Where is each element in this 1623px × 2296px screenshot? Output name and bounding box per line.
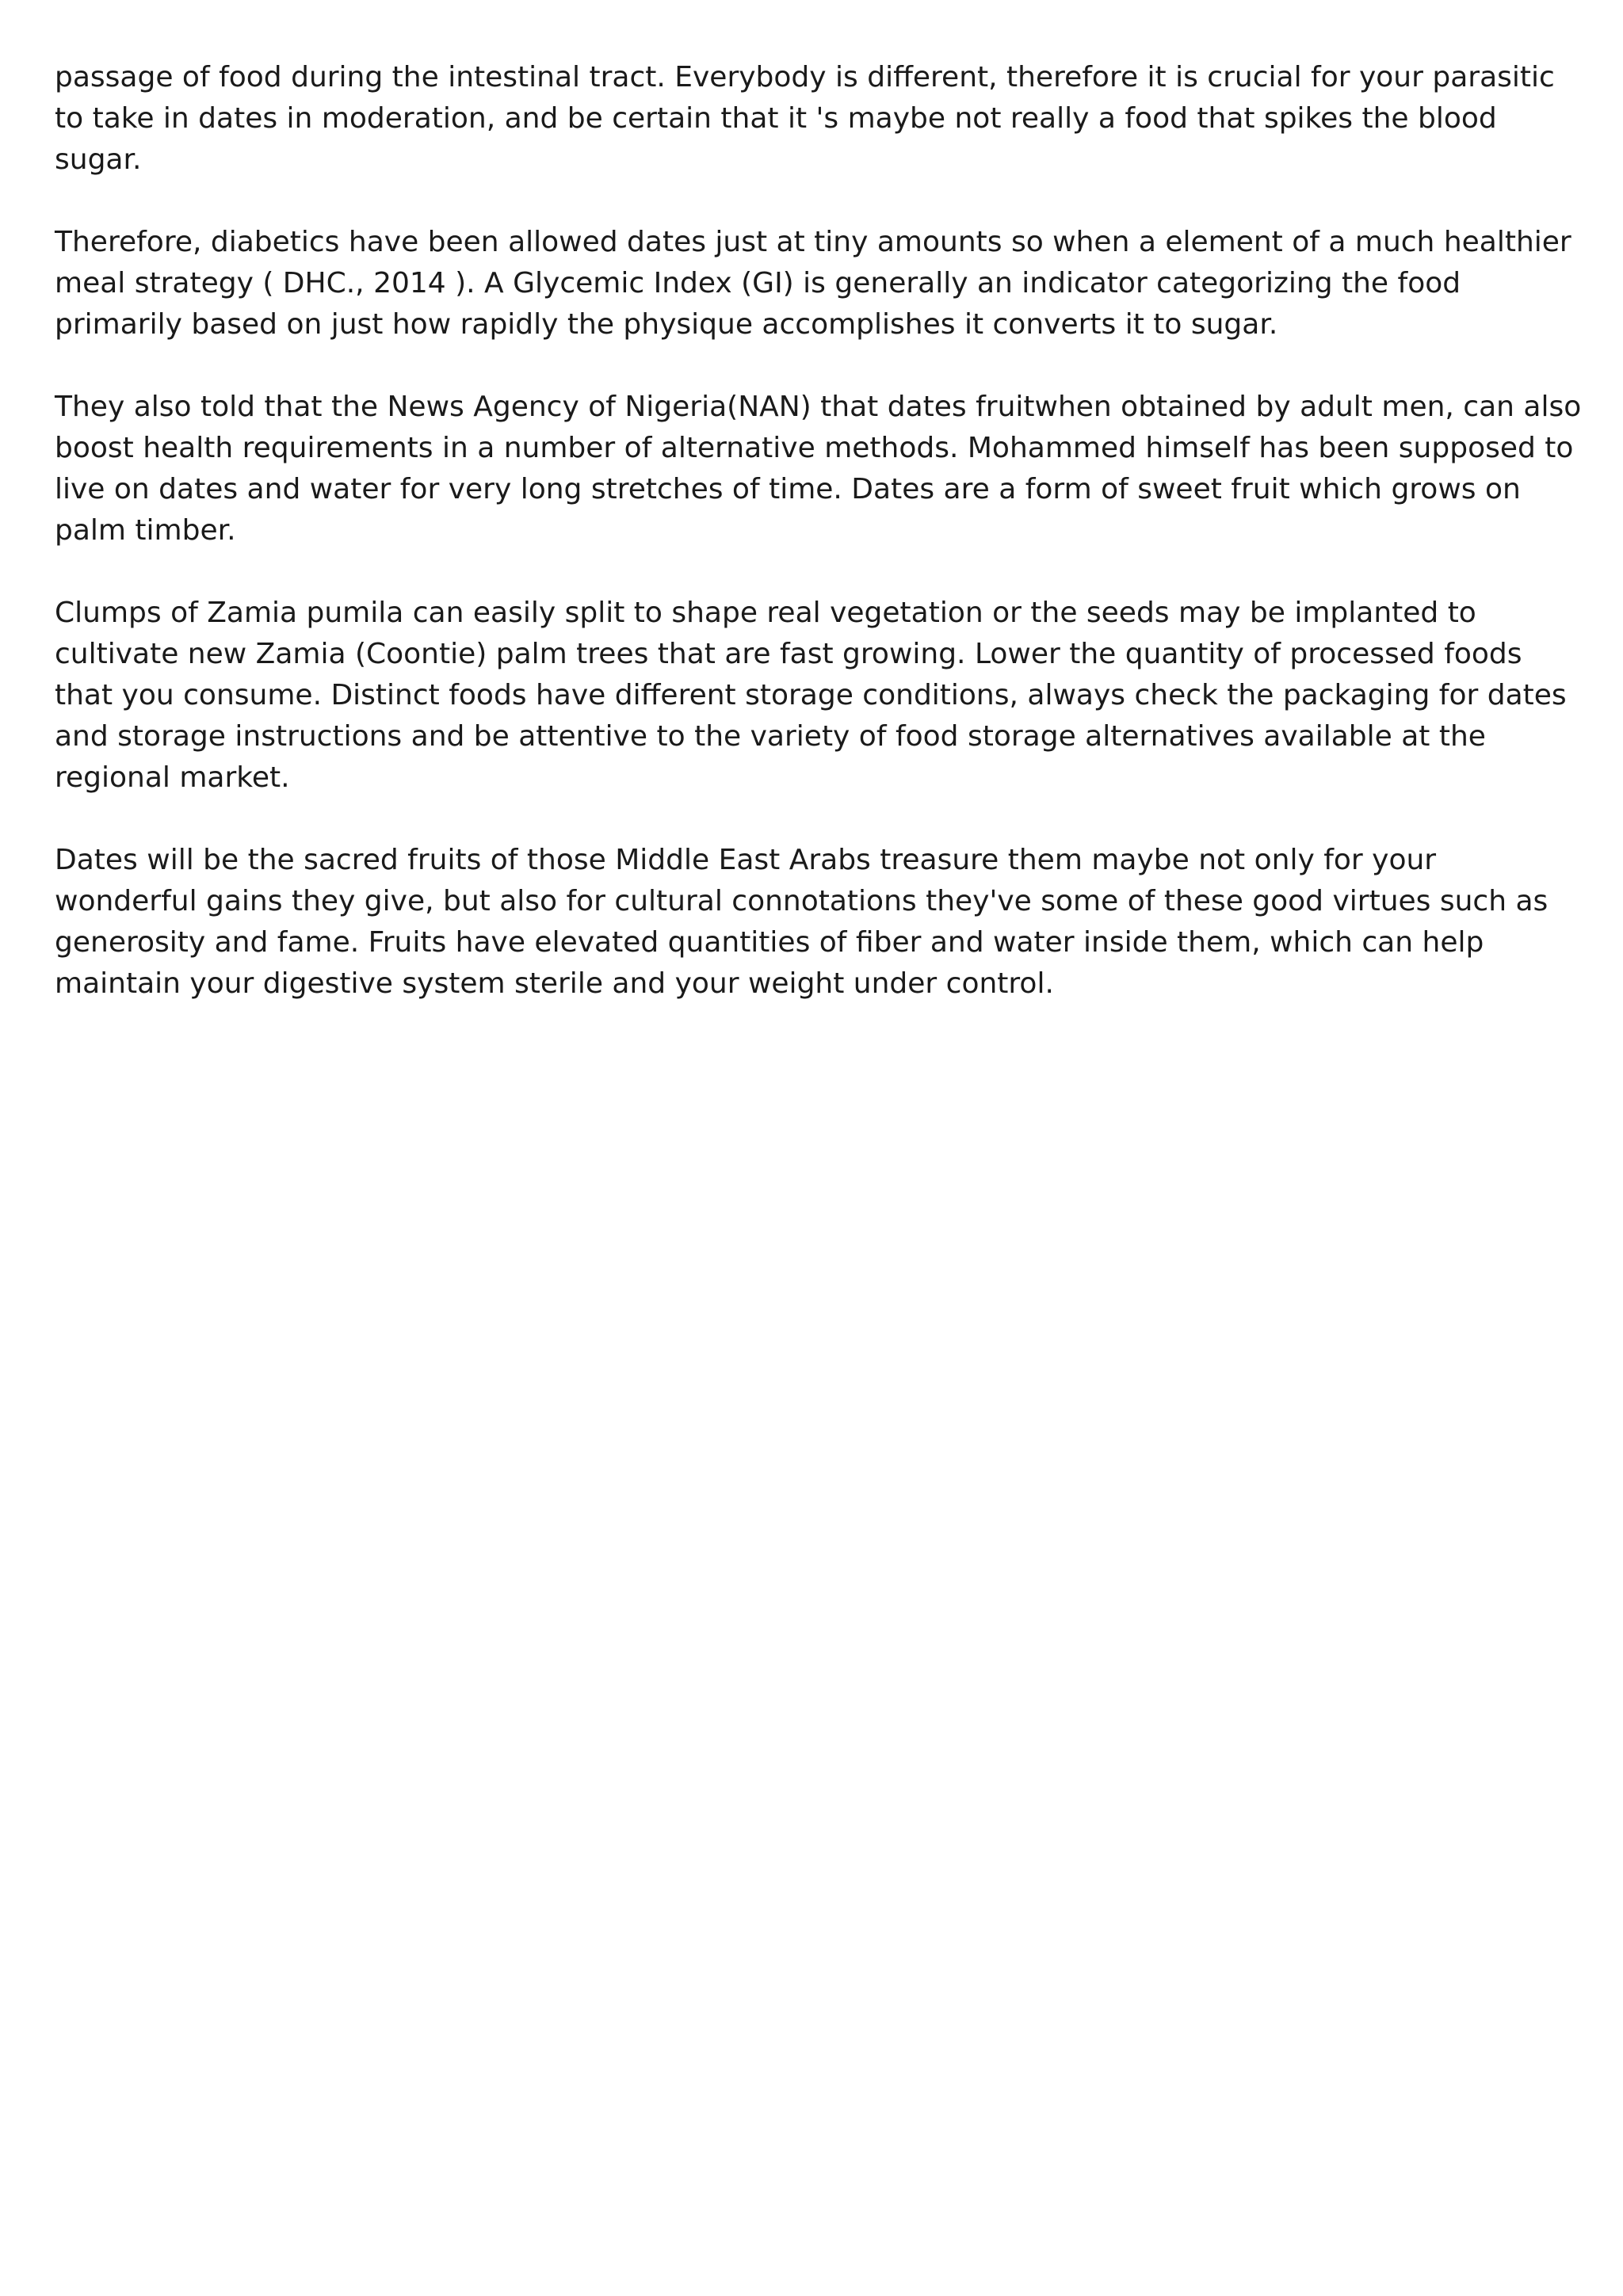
- paragraph-3: They also told that the News Agency of Nigeria(NAN) that dates fruitwhen obtained by adult men, can also boost health requirements in a number of alternative methods. Mohammed himself has been supposed to live on dates and water for very long stretches of time. Dates are a form of sweet fruit which grows on palm timber.: [55, 391, 1582, 547]
- paragraph-1: passage of food during the intestinal tract. Everybody is different, therefore it is crucial for your parasitic to take in dates in moderation, and be certain that it 's maybe not really a food that spikes the blood sugar.: [55, 61, 1555, 176]
- document-body: [55, 57, 1586, 1046]
- paragraph-4: Clumps of Zamia pumila can easily split to shape real vegetation or the seeds may be implanted to cultivate new Zamia (Coontie) palm trees that are fast growing. Lower the quantity of processed foods that you consume. Distinct foods have different storage conditions, always check the packaging for dates and storage instructions and be attentive to the variety of food storage alternatives available at the regional market.: [55, 597, 1567, 794]
- paragraph-2: Therefore, diabetics have been allowed dates just at tiny amounts so when a element of a much healthier meal strategy ( DHC., 2014 ). A Glycemic Index (GI) is generally an indicator categorizing the food primarily based on just how rapidly the physique accomplishes it converts it to sugar.: [55, 226, 1571, 341]
- paragraph-5: Dates will be the sacred fruits of those Middle East Arabs treasure them maybe not only for your wonderful gains they give, but also for cultural connotations they've some of these good virtues such as generosity and fame. Fruits have elevated quantities of fiber and water inside them, which can help maintain your digestive system sterile and your weight under control.: [55, 844, 1549, 1000]
